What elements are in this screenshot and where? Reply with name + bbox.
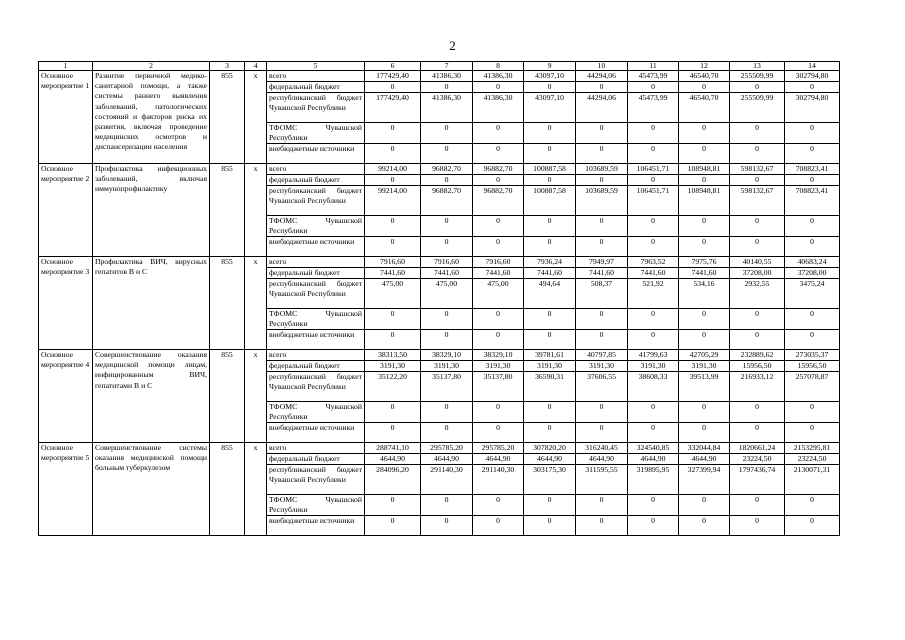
amount-cell: 0 (785, 175, 840, 186)
measure-name: Основное мероприятие 2 (39, 164, 93, 257)
column-number-row (39, 62, 840, 71)
measure-name: Основное мероприятие 3 (39, 257, 93, 350)
funding-source: ТФОМС Чувашской Республики (267, 216, 365, 237)
funding-source: всего (267, 164, 365, 175)
amount-cell: 44294,06 (576, 71, 628, 82)
amount-cell: 494,64 (524, 279, 576, 309)
amount-cell: 0 (365, 144, 421, 164)
amount-cell: 41799,63 (628, 350, 679, 361)
amount-cell: 303175,30 (524, 465, 576, 495)
amount-cell: 0 (473, 175, 524, 186)
amount-cell: 103689,59 (576, 186, 628, 216)
amount-cell: 0 (628, 216, 679, 237)
amount-cell: 0 (679, 237, 730, 257)
amount-cell: 36590,31 (524, 372, 576, 402)
amount-cell: 0 (679, 144, 730, 164)
amount-cell: 0 (730, 495, 785, 516)
amount-cell: 284096,20 (365, 465, 421, 495)
amount-cell: 108948,81 (679, 186, 730, 216)
amount-cell: 255509,99 (730, 71, 785, 82)
amount-cell: 0 (421, 175, 473, 186)
amount-cell: 291140,30 (473, 465, 524, 495)
funding-source: федеральный бюджет (267, 454, 365, 465)
amount-cell: 0 (473, 309, 524, 330)
amount-cell: 0 (628, 144, 679, 164)
amount-cell: 0 (524, 402, 576, 423)
amount-cell: 0 (730, 175, 785, 186)
funding-source: внебюджетные источники (267, 330, 365, 350)
amount-cell: 534,16 (679, 279, 730, 309)
amount-cell: 45473,99 (628, 93, 679, 123)
amount-cell: 288741,10 (365, 443, 421, 454)
amount-cell: 291140,30 (421, 465, 473, 495)
amount-cell: 0 (785, 216, 840, 237)
amount-cell: 708823,41 (785, 186, 840, 216)
amount-cell: 216933,12 (730, 372, 785, 402)
amount-cell: 96882,70 (421, 186, 473, 216)
amount-cell: 295785,20 (473, 443, 524, 454)
amount-cell: 475,00 (421, 279, 473, 309)
amount-cell: 0 (730, 82, 785, 93)
amount-cell: 99214,00 (365, 164, 421, 175)
funding-source: всего (267, 71, 365, 82)
column-number-cell: 4 (245, 62, 267, 71)
funding-source: внебюджетные источники (267, 423, 365, 443)
amount-cell: 38608,33 (628, 372, 679, 402)
amount-cell: 96882,70 (421, 164, 473, 175)
amount-cell: 3191,30 (524, 361, 576, 372)
amount-cell: 332044,84 (679, 443, 730, 454)
column-number-cell: 2 (93, 62, 210, 71)
funding-source: республиканский бюджет Чувашской Республики (267, 279, 365, 309)
amount-cell: 35137,80 (473, 372, 524, 402)
amount-cell: 38329,10 (421, 350, 473, 361)
measure-name: Основное мероприятие 1 (39, 71, 93, 164)
amount-cell: 35122,20 (365, 372, 421, 402)
amount-cell: 0 (628, 423, 679, 443)
amount-cell: 1820661,24 (730, 443, 785, 454)
amount-cell: 475,00 (365, 279, 421, 309)
amount-cell: 0 (473, 402, 524, 423)
amount-cell: 23224,50 (730, 454, 785, 465)
amount-cell: 0 (730, 516, 785, 536)
amount-cell: 0 (730, 216, 785, 237)
funding-source: всего (267, 257, 365, 268)
amount-cell: 0 (576, 82, 628, 93)
column-number-cell: 8 (473, 62, 524, 71)
amount-cell: 0 (421, 495, 473, 516)
amount-cell: 0 (628, 237, 679, 257)
amount-cell: 0 (421, 216, 473, 237)
funding-source: федеральный бюджет (267, 82, 365, 93)
amount-cell: 0 (628, 495, 679, 516)
amount-cell: 0 (576, 175, 628, 186)
funding-source: ТФОМС Чувашской Республики (267, 495, 365, 516)
amount-cell: 177429,40 (365, 71, 421, 82)
amount-cell: 4644,90 (365, 454, 421, 465)
amount-cell: 0 (473, 495, 524, 516)
amount-cell: 0 (628, 123, 679, 144)
amount-cell: 3191,30 (576, 361, 628, 372)
amount-cell: 0 (421, 123, 473, 144)
amount-cell: 0 (524, 516, 576, 536)
funding-source: ТФОМС Чувашской Республики (267, 309, 365, 330)
amount-cell: 0 (365, 516, 421, 536)
measure-code: 855 (210, 71, 245, 164)
amount-cell: 4644,90 (473, 454, 524, 465)
amount-cell: 0 (679, 330, 730, 350)
amount-cell: 598132,67 (730, 186, 785, 216)
column-number-cell: 5 (267, 62, 365, 71)
amount-cell: 0 (524, 330, 576, 350)
measure-code: 855 (210, 443, 245, 536)
amount-cell: 0 (473, 144, 524, 164)
amount-cell: 0 (524, 144, 576, 164)
table-row (39, 443, 840, 454)
amount-cell: 40683,24 (785, 257, 840, 268)
amount-cell: 41386,30 (473, 71, 524, 82)
amount-cell: 0 (576, 516, 628, 536)
amount-cell: 0 (730, 402, 785, 423)
amount-cell: 3191,30 (365, 361, 421, 372)
amount-cell: 0 (785, 330, 840, 350)
amount-cell: 255509,99 (730, 93, 785, 123)
amount-cell: 15956,50 (730, 361, 785, 372)
amount-cell: 0 (785, 309, 840, 330)
amount-cell: 7916,60 (473, 257, 524, 268)
amount-cell: 0 (524, 423, 576, 443)
amount-cell: 0 (730, 423, 785, 443)
amount-cell: 41386,30 (421, 93, 473, 123)
funding-source: федеральный бюджет (267, 268, 365, 279)
amount-cell: 38313,50 (365, 350, 421, 361)
amount-cell: 0 (628, 175, 679, 186)
amount-cell: 7441,60 (576, 268, 628, 279)
amount-cell: 100887,58 (524, 186, 576, 216)
amount-cell: 0 (785, 144, 840, 164)
measure-code: 855 (210, 164, 245, 257)
measure-description: Развитие первичной медико-санитарной помощи, а также системы раннего выявления заболеваний, патологических состояний и факторов риска их развития, включая проведение медицинских осмотров и диспансеризации населения (93, 71, 210, 164)
amount-cell: 0 (576, 402, 628, 423)
amount-cell: 307820,20 (524, 443, 576, 454)
amount-cell: 0 (524, 175, 576, 186)
amount-cell: 327399,94 (679, 465, 730, 495)
amount-cell: 3191,30 (628, 361, 679, 372)
column-number-cell: 1 (39, 62, 93, 71)
funding-source: внебюджетные источники (267, 237, 365, 257)
amount-cell: 0 (576, 123, 628, 144)
amount-cell: 41386,30 (421, 71, 473, 82)
amount-cell: 100887,58 (524, 164, 576, 175)
amount-cell: 0 (679, 516, 730, 536)
amount-cell: 7441,60 (365, 268, 421, 279)
amount-cell: 0 (679, 123, 730, 144)
measure-description: Совершенствование системы оказания медицинской помощи больным туберкулезом (93, 443, 210, 536)
amount-cell: 0 (730, 144, 785, 164)
column-number-cell: 10 (576, 62, 628, 71)
amount-cell: 0 (679, 402, 730, 423)
table-row (39, 164, 840, 175)
amount-cell: 7949,97 (576, 257, 628, 268)
amount-cell: 7441,60 (679, 268, 730, 279)
table-row (39, 350, 840, 361)
amount-cell: 96882,70 (473, 164, 524, 175)
amount-cell: 37208,00 (730, 268, 785, 279)
amount-cell: 44294,06 (576, 93, 628, 123)
funding-source: внебюджетные источники (267, 144, 365, 164)
amount-cell: 0 (730, 309, 785, 330)
table-row (39, 71, 840, 82)
table-row (39, 257, 840, 268)
amount-cell: 324540,85 (628, 443, 679, 454)
amount-cell: 475,00 (473, 279, 524, 309)
amount-cell: 0 (473, 216, 524, 237)
funding-source: ТФОМС Чувашской Республики (267, 402, 365, 423)
amount-cell: 0 (421, 423, 473, 443)
amount-cell: 0 (473, 237, 524, 257)
amount-cell: 508,37 (576, 279, 628, 309)
amount-cell: 7441,60 (473, 268, 524, 279)
amount-cell: 2153295,81 (785, 443, 840, 454)
amount-cell: 0 (524, 82, 576, 93)
amount-cell: 103689,59 (576, 164, 628, 175)
measure-description: Совершенствование оказания медицинской помощи лицам, инфицированным ВИЧ, гепатитами В и С (93, 350, 210, 443)
amount-cell: 0 (365, 82, 421, 93)
amount-cell: 39513,99 (679, 372, 730, 402)
amount-cell: 0 (785, 82, 840, 93)
amount-cell: 40797,85 (576, 350, 628, 361)
column-number-cell: 7 (421, 62, 473, 71)
amount-cell: 0 (576, 330, 628, 350)
amount-cell: 106451,71 (628, 186, 679, 216)
amount-cell: 0 (421, 330, 473, 350)
amount-cell: 46540,70 (679, 93, 730, 123)
funding-source: федеральный бюджет (267, 175, 365, 186)
amount-cell: 0 (679, 423, 730, 443)
amount-cell: 598132,67 (730, 164, 785, 175)
amount-cell: 0 (473, 423, 524, 443)
amount-cell: 0 (628, 309, 679, 330)
amount-cell: 0 (679, 216, 730, 237)
amount-cell: 37606,55 (576, 372, 628, 402)
amount-cell: 2932,55 (730, 279, 785, 309)
funding-source: всего (267, 443, 365, 454)
amount-cell: 0 (421, 309, 473, 330)
amount-cell: 0 (628, 516, 679, 536)
amount-cell: 319895,95 (628, 465, 679, 495)
amount-cell: 0 (421, 82, 473, 93)
amount-cell: 4644,90 (679, 454, 730, 465)
amount-cell: 302794,80 (785, 71, 840, 82)
measure-name: Основное мероприятие 5 (39, 443, 93, 536)
measure-mark: х (245, 257, 267, 350)
amount-cell: 0 (730, 237, 785, 257)
amount-cell: 3191,30 (473, 361, 524, 372)
amount-cell: 273035,37 (785, 350, 840, 361)
amount-cell: 0 (365, 423, 421, 443)
measure-description: Профилактика ВИЧ, вирусных гепатитов В и С (93, 257, 210, 350)
amount-cell: 3191,30 (421, 361, 473, 372)
measure-mark: х (245, 350, 267, 443)
amount-cell: 4644,90 (628, 454, 679, 465)
amount-cell: 0 (785, 402, 840, 423)
measure-name: Основное мероприятие 4 (39, 350, 93, 443)
amount-cell: 0 (628, 402, 679, 423)
amount-cell: 0 (365, 237, 421, 257)
amount-cell: 0 (473, 330, 524, 350)
amount-cell: 106451,71 (628, 164, 679, 175)
measure-code: 855 (210, 350, 245, 443)
amount-cell: 0 (421, 237, 473, 257)
amount-cell: 0 (730, 330, 785, 350)
amount-cell: 7916,60 (365, 257, 421, 268)
column-number-cell: 14 (785, 62, 840, 71)
measure-mark: х (245, 71, 267, 164)
amount-cell: 0 (365, 309, 421, 330)
amount-cell: 0 (785, 516, 840, 536)
amount-cell: 0 (473, 123, 524, 144)
amount-cell: 0 (576, 423, 628, 443)
amount-cell: 0 (576, 216, 628, 237)
funding-source: республиканский бюджет Чувашской Республики (267, 186, 365, 216)
amount-cell: 4644,90 (421, 454, 473, 465)
amount-cell: 4644,90 (524, 454, 576, 465)
funding-source: республиканский бюджет Чувашской Республики (267, 93, 365, 123)
amount-cell: 41386,30 (473, 93, 524, 123)
amount-cell: 0 (628, 82, 679, 93)
amount-cell: 0 (576, 144, 628, 164)
column-number-cell: 13 (730, 62, 785, 71)
amount-cell: 0 (421, 516, 473, 536)
amount-cell: 0 (365, 402, 421, 423)
amount-cell: 0 (679, 309, 730, 330)
funding-source: внебюджетные источники (267, 516, 365, 536)
amount-cell: 108948,81 (679, 164, 730, 175)
amount-cell: 0 (679, 82, 730, 93)
amount-cell: 295785,20 (421, 443, 473, 454)
amount-cell: 38329,10 (473, 350, 524, 361)
amount-cell: 0 (576, 495, 628, 516)
amount-cell: 0 (524, 123, 576, 144)
amount-cell: 0 (365, 330, 421, 350)
column-number-cell: 9 (524, 62, 576, 71)
amount-cell: 0 (421, 402, 473, 423)
funding-table (38, 61, 840, 536)
column-number-cell: 3 (210, 62, 245, 71)
amount-cell: 43097,10 (524, 71, 576, 82)
measure-code: 855 (210, 257, 245, 350)
amount-cell: 302794,80 (785, 93, 840, 123)
amount-cell: 0 (524, 216, 576, 237)
amount-cell: 0 (679, 175, 730, 186)
funding-source: всего (267, 350, 365, 361)
amount-cell: 0 (473, 82, 524, 93)
amount-cell: 99214,00 (365, 186, 421, 216)
amount-cell: 0 (524, 237, 576, 257)
amount-cell: 3475,24 (785, 279, 840, 309)
amount-cell: 7441,60 (524, 268, 576, 279)
column-number-cell: 12 (679, 62, 730, 71)
amount-cell: 708823,41 (785, 164, 840, 175)
amount-cell: 0 (365, 175, 421, 186)
page-number: 2 (449, 38, 456, 53)
amount-cell: 0 (785, 495, 840, 516)
amount-cell: 0 (473, 516, 524, 536)
amount-cell: 3191,30 (679, 361, 730, 372)
measure-mark: х (245, 164, 267, 257)
amount-cell: 96882,70 (473, 186, 524, 216)
amount-cell: 7975,76 (679, 257, 730, 268)
amount-cell: 7441,60 (628, 268, 679, 279)
funding-source: республиканский бюджет Чувашской Республики (267, 465, 365, 495)
column-number-cell: 11 (628, 62, 679, 71)
amount-cell: 23224,50 (785, 454, 840, 465)
amount-cell: 7916,60 (421, 257, 473, 268)
amount-cell: 0 (785, 237, 840, 257)
amount-cell: 0 (576, 309, 628, 330)
amount-cell: 0 (421, 144, 473, 164)
amount-cell: 0 (365, 123, 421, 144)
amount-cell: 0 (730, 123, 785, 144)
amount-cell: 2130071,31 (785, 465, 840, 495)
measure-description: Профилактика инфекционных заболеваний, включая иммунопрофилактику (93, 164, 210, 257)
column-number-cell: 6 (365, 62, 421, 71)
amount-cell: 7963,52 (628, 257, 679, 268)
amount-cell: 37208,00 (785, 268, 840, 279)
amount-cell: 7441,60 (421, 268, 473, 279)
amount-cell: 0 (365, 495, 421, 516)
amount-cell: 43097,10 (524, 93, 576, 123)
amount-cell: 316240,45 (576, 443, 628, 454)
amount-cell: 257078,87 (785, 372, 840, 402)
amount-cell: 0 (524, 309, 576, 330)
amount-cell: 232889,62 (730, 350, 785, 361)
amount-cell: 15956,50 (785, 361, 840, 372)
amount-cell: 177429,40 (365, 93, 421, 123)
funding-source: федеральный бюджет (267, 361, 365, 372)
funding-source: ТФОМС Чувашской Республики (267, 123, 365, 144)
amount-cell: 4644,90 (576, 454, 628, 465)
amount-cell: 0 (679, 495, 730, 516)
amount-cell: 0 (628, 330, 679, 350)
amount-cell: 0 (365, 216, 421, 237)
amount-cell: 42705,29 (679, 350, 730, 361)
funding-source: республиканский бюджет Чувашской Республики (267, 372, 365, 402)
amount-cell: 311595,55 (576, 465, 628, 495)
amount-cell: 0 (785, 123, 840, 144)
measure-mark: х (245, 443, 267, 536)
amount-cell: 45473,99 (628, 71, 679, 82)
amount-cell: 0 (785, 423, 840, 443)
amount-cell: 40140,55 (730, 257, 785, 268)
amount-cell: 39781,61 (524, 350, 576, 361)
amount-cell: 521,92 (628, 279, 679, 309)
amount-cell: 7936,24 (524, 257, 576, 268)
amount-cell: 0 (576, 237, 628, 257)
amount-cell: 35137,80 (421, 372, 473, 402)
amount-cell: 46540,70 (679, 71, 730, 82)
table-body (39, 71, 840, 536)
amount-cell: 1797436,74 (730, 465, 785, 495)
amount-cell: 0 (524, 495, 576, 516)
